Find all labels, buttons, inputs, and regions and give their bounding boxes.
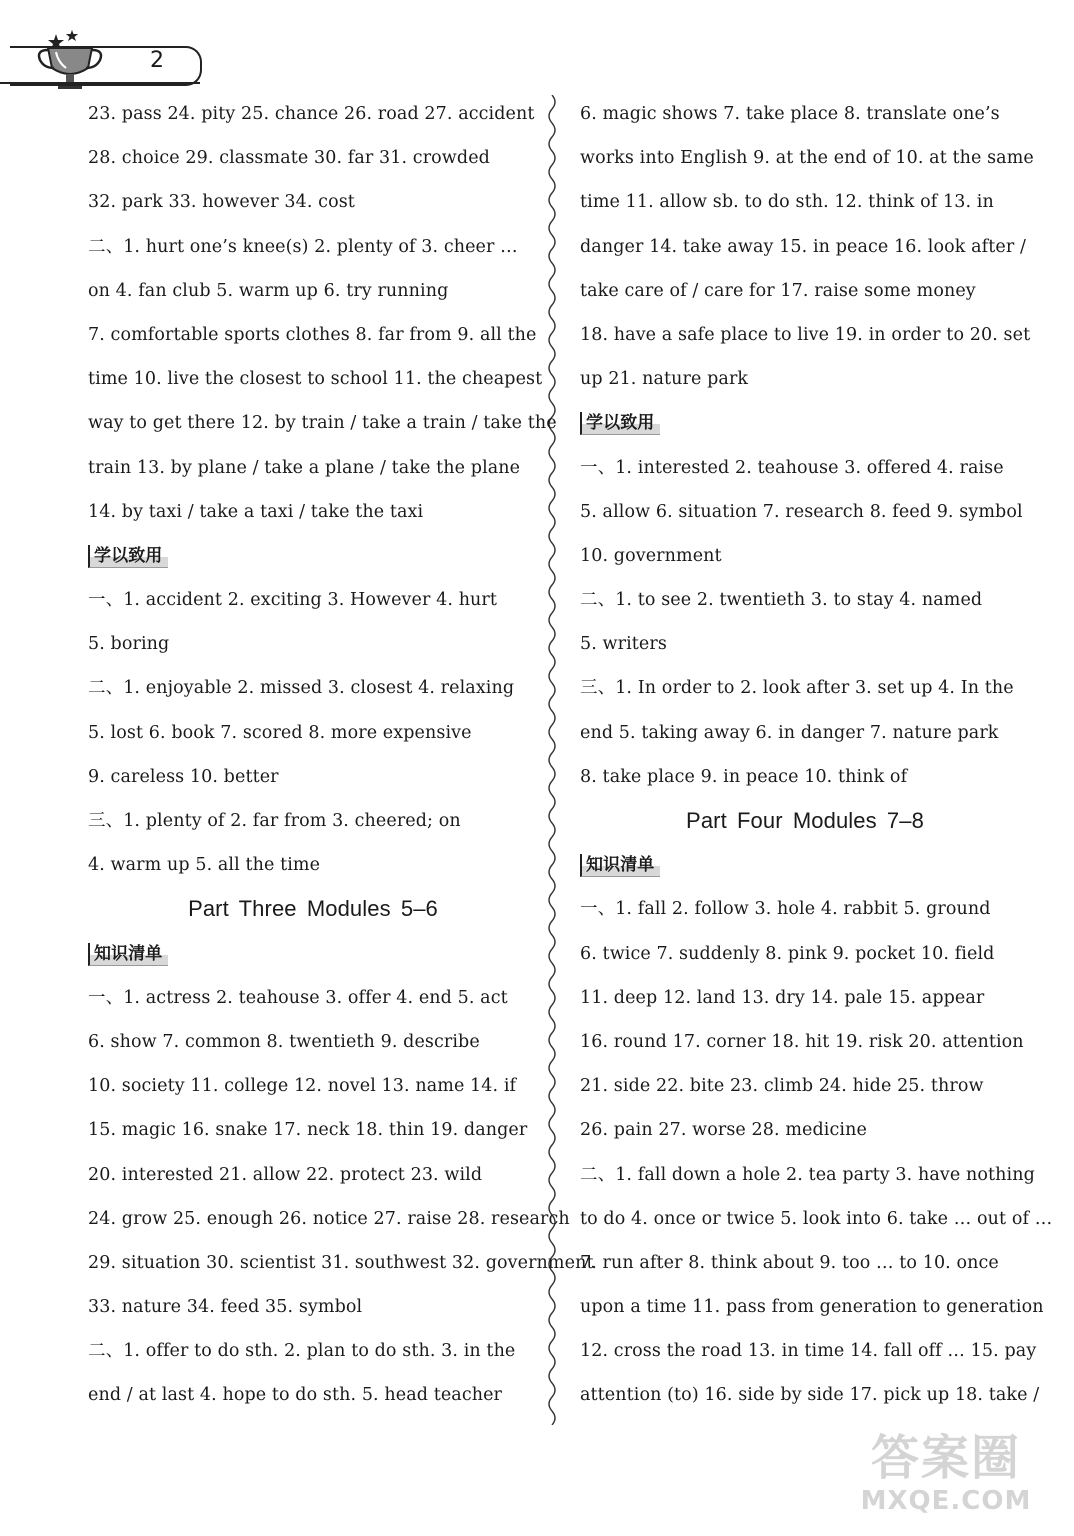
answer-line: 16. round 17. corner 18. hit 19. risk 20. attention	[580, 1031, 1024, 1052]
answer-line: 7. run after 8. think about 9. too … to 10. once	[580, 1252, 999, 1273]
answer-line: 9. careless 10. better	[88, 766, 279, 787]
answer-line: 14. by taxi / take a taxi / take the taxi	[88, 501, 424, 522]
section-tag: 知识清单	[580, 854, 660, 877]
answer-line: way to get there 12. by train / take a train / take the	[88, 413, 557, 434]
section-tag: 学以致用	[88, 545, 168, 568]
answer-line: 7. comfortable sports clothes 8. far from 9. all the	[88, 324, 537, 345]
answer-line: 33. nature 34. feed 35. symbol	[88, 1297, 363, 1318]
answer-line: 4. warm up 5. all the time	[88, 855, 321, 876]
answer-line: 11. deep 12. land 13. dry 14. pale 15. appear	[580, 987, 985, 1008]
answer-line: on 4. fan club 5. warm up 6. try running	[88, 280, 449, 301]
header-rule	[0, 82, 200, 84]
answer-line: 5. allow 6. situation 7. research 8. feed 9. symbol	[580, 501, 1023, 522]
answer-line: 二、1. enjoyable 2. missed 3. closest 4. relaxing	[88, 678, 515, 699]
watermark-url: MXQE.COM	[860, 1486, 1032, 1516]
answer-line: 10. society 11. college 12. novel 13. name 14. if	[88, 1076, 517, 1097]
right-column	[580, 92, 1053, 1418]
answer-line: 20. interested 21. allow 22. protect 23. wild	[88, 1164, 483, 1185]
answer-line: 29. situation 30. scientist 31. southwest 32. government	[88, 1252, 594, 1273]
answer-line: upon a time 11. pass from generation to generation	[580, 1297, 1044, 1318]
section-heading-row	[88, 932, 538, 976]
page-header	[0, 28, 220, 94]
answer-line: time 10. live the closest to school 11. the cheapest	[88, 369, 543, 390]
answer-line: 三、1. In order to 2. look after 3. set up 4. In the	[580, 678, 1014, 699]
answer-line: 二、1. hurt one’s knee(s) 2. plenty of 3. cheer …	[88, 236, 518, 257]
section-heading-row	[580, 843, 1030, 887]
answer-line: 二、1. offer to do sth. 2. plan to do sth. 3. in the	[88, 1341, 516, 1362]
answer-line: end 5. taking away 6. in danger 7. nature park	[580, 722, 999, 743]
watermark	[846, 1430, 1046, 1526]
answer-line: up 21. nature park	[580, 369, 749, 390]
answer-line: 24. grow 25. enough 26. notice 27. raise 28. research	[88, 1208, 570, 1229]
section-heading-row	[580, 401, 1030, 445]
answer-line: 6. twice 7. suddenly 8. pink 9. pocket 10. field	[580, 943, 995, 964]
answer-line: 5. writers	[580, 634, 667, 655]
answer-line: to do 4. once or twice 5. look into 6. take … out of …	[580, 1208, 1053, 1229]
answer-line: 8. take place 9. in peace 10. think of	[580, 766, 908, 787]
answer-line: 32. park 33. however 34. cost	[88, 192, 355, 213]
answer-line: 5. boring	[88, 634, 170, 655]
page-number: 2	[150, 48, 164, 73]
answer-line: 10. government	[580, 545, 722, 566]
answer-line: 18. have a safe place to live 19. in order to 20. set	[580, 324, 1031, 345]
answer-line: 15. magic 16. snake 17. neck 18. thin 19. danger	[88, 1120, 528, 1141]
answer-line: 一、1. interested 2. teahouse 3. offered 4. raise	[580, 457, 1004, 478]
answer-line: train 13. by plane / take a plane / take the plane	[88, 457, 521, 478]
answer-line: 6. show 7. common 8. twentieth 9. describe	[88, 1031, 480, 1052]
part-title: Part Three Modules 5–6	[188, 896, 438, 922]
answer-line: 12. cross the road 13. in time 14. fall off … 15. pay	[580, 1341, 1037, 1362]
answer-line: 23. pass 24. pity 25. chance 26. road 27. accident	[88, 104, 535, 124]
watermark-logo-text: 答案圈	[870, 1430, 1021, 1486]
answer-line: 二、1. fall down a hole 2. tea party 3. have nothing	[580, 1164, 1035, 1185]
answer-line: 一、1. accident 2. exciting 3. However 4. hurt	[88, 590, 498, 611]
answer-line: 一、1. fall 2. follow 3. hole 4. rabbit 5. ground	[580, 899, 991, 920]
section-tag: 学以致用	[580, 412, 660, 435]
answer-line: 二、1. to see 2. twentieth 3. to stay 4. named	[580, 590, 983, 611]
section-tag: 知识清单	[88, 943, 168, 966]
left-column	[88, 92, 594, 1418]
answer-line: 5. lost 6. book 7. scored 8. more expensive	[88, 722, 472, 743]
part-title: Part Four Modules 7–8	[686, 808, 924, 833]
answer-line: 28. choice 29. classmate 30. far 31. crowded	[88, 148, 490, 169]
answer-line: works into English 9. at the end of 10. at the same	[580, 148, 1034, 169]
answer-line: time 11. allow sb. to do sth. 12. think of 13. in	[580, 192, 994, 213]
answer-line: 26. pain 27. worse 28. medicine	[580, 1120, 867, 1141]
answer-line: 三、1. plenty of 2. far from 3. cheered; on	[88, 811, 461, 831]
answer-line: end / at last 4. hope to do sth. 5. head teacher	[88, 1385, 503, 1406]
answer-line: 21. side 22. bite 23. climb 24. hide 25. throw	[580, 1076, 984, 1097]
page-number-tab	[10, 46, 202, 86]
section-heading-row	[88, 534, 538, 578]
answer-line: 6. magic shows 7. take place 8. translate one’s	[580, 104, 1000, 124]
answer-line: attention (to) 16. side by side 17. pick up 18. take /	[580, 1385, 1040, 1406]
answer-line: take care of / care for 17. raise some money	[580, 280, 976, 301]
answer-line: 一、1. actress 2. teahouse 3. offer 4. end 5. act	[88, 987, 508, 1008]
answer-line: danger 14. take away 15. in peace 16. look after /	[580, 236, 1026, 257]
